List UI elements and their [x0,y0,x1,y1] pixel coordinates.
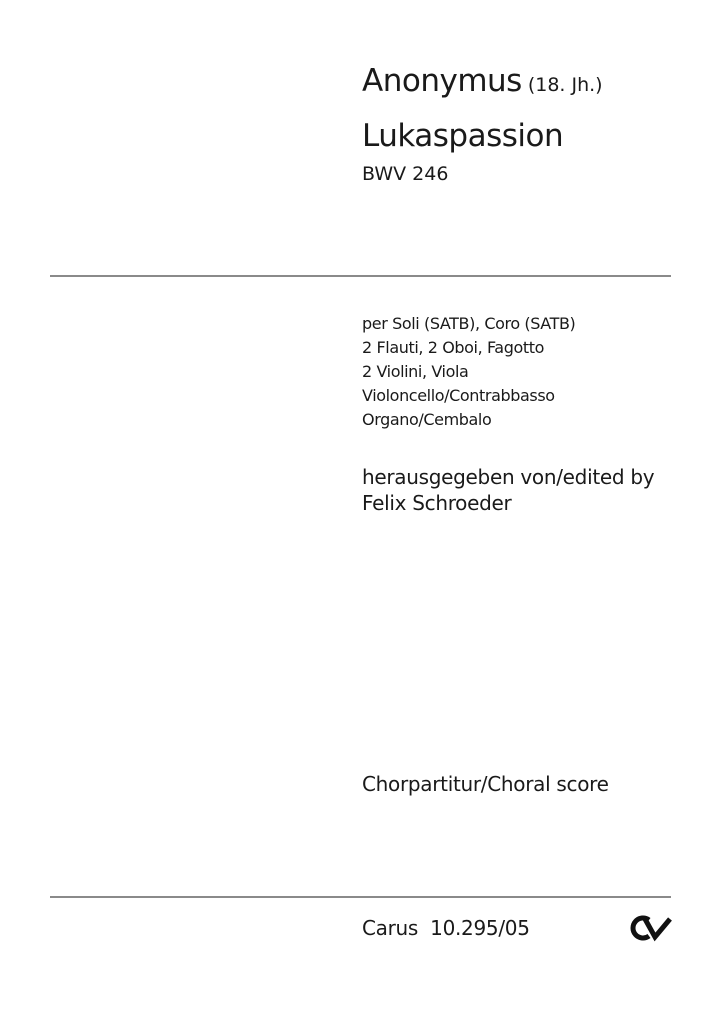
publisher-text: Carus 10.295/05 [362,916,530,940]
scoring-line: Violoncello/Contrabbasso [362,386,555,405]
composer-dates: (18. Jh.) [527,74,603,96]
catalog-number: BWV 246 [362,163,449,185]
editor-label: herausgegeben von/edited by [362,465,655,489]
scoring-line: 2 Violini, Viola [362,362,469,381]
editor-block [362,464,654,516]
composer-name: Anonymus [362,63,522,99]
scoring-line: per Soli (SATB), Coro (SATB) [362,314,576,333]
scoring-block [362,312,575,432]
bottom-divider [50,896,671,898]
top-divider [50,275,671,277]
carus-cv-logo-icon [630,914,672,942]
scoring-line: 2 Flauti, 2 Oboi, Fagotto [362,338,544,357]
work-title: Lukaspassion [362,118,564,154]
score-type: Chorpartitur/Choral score [362,772,609,796]
publisher-number [362,918,530,938]
composer-line [362,63,603,99]
editor-name: Felix Schroeder [362,491,512,515]
scoring-line: Organo/Cembalo [362,410,492,429]
